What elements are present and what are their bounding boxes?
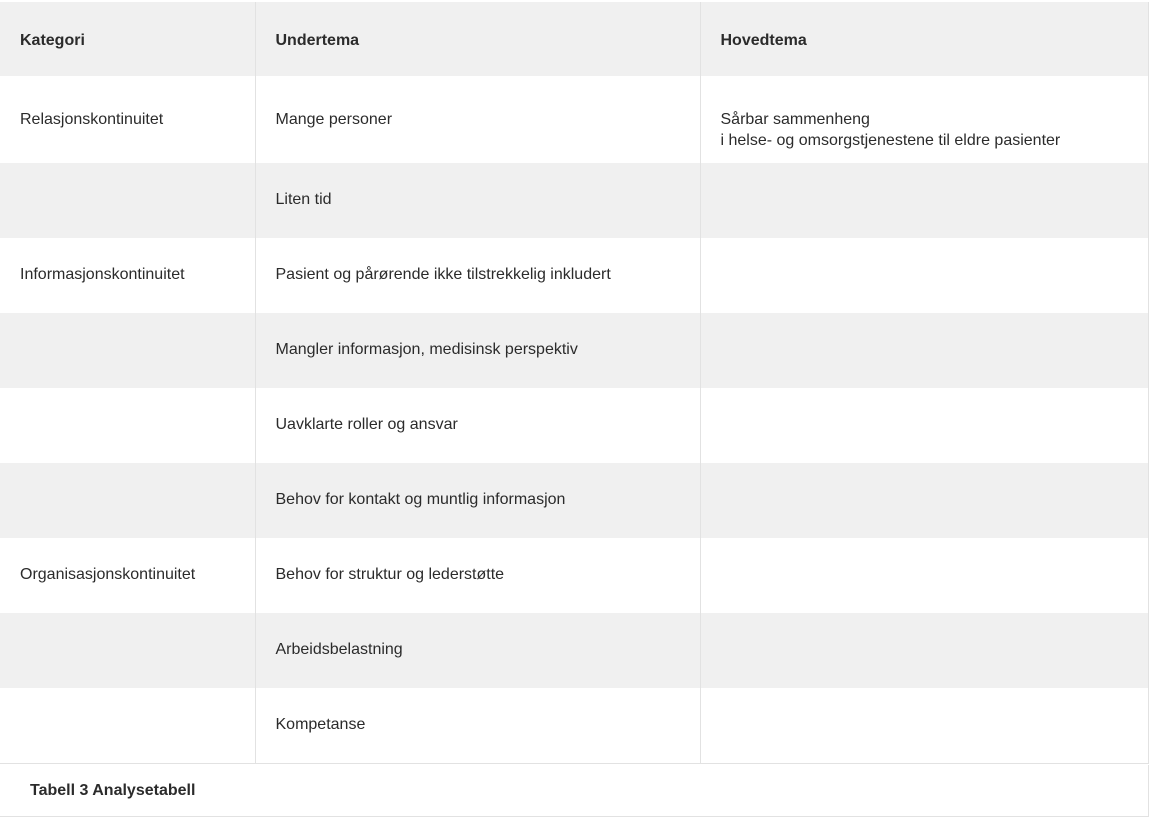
cell-hovedtema bbox=[700, 163, 1148, 238]
table-row bbox=[0, 313, 1148, 388]
table-row bbox=[0, 463, 1148, 538]
cell-kategori bbox=[0, 463, 255, 538]
table-row bbox=[0, 76, 1148, 163]
cell-undertema: Pasient og pårørende ikke tilstrekkelig inkludert bbox=[255, 238, 700, 313]
cell-hovedtema bbox=[700, 76, 1148, 163]
cell-undertema: Mange personer bbox=[255, 76, 700, 163]
cell-kategori bbox=[0, 313, 255, 388]
analysis-table bbox=[0, 2, 1148, 763]
cell-undertema: Arbeidsbelastning bbox=[255, 613, 700, 688]
cell-kategori: Organisasjonskontinuitet bbox=[0, 538, 255, 613]
cell-hovedtema bbox=[700, 388, 1148, 463]
cell-hovedtema bbox=[700, 313, 1148, 388]
table-row bbox=[0, 388, 1148, 463]
table-row bbox=[0, 688, 1148, 763]
cell-hovedtema bbox=[700, 688, 1148, 763]
cell-kategori bbox=[0, 688, 255, 763]
header-undertema: Undertema bbox=[255, 2, 700, 76]
table-row bbox=[0, 238, 1148, 313]
hovedtema-line-2: i helse- og omsorgstjenestene til eldre pasienter bbox=[720, 132, 1061, 149]
cell-undertema: Mangler informasjon, medisinsk perspektiv bbox=[255, 313, 700, 388]
cell-undertema: Behov for struktur og lederstøtte bbox=[255, 538, 700, 613]
table-header-row bbox=[0, 2, 1148, 76]
table-row bbox=[0, 163, 1148, 238]
table-row bbox=[0, 538, 1148, 613]
cell-kategori bbox=[0, 163, 255, 238]
cell-hovedtema bbox=[700, 463, 1148, 538]
table-caption: Tabell 3 Analysetabell bbox=[0, 765, 1149, 817]
cell-hovedtema bbox=[700, 538, 1148, 613]
cell-hovedtema bbox=[700, 238, 1148, 313]
cell-kategori: Relasjonskontinuitet bbox=[0, 76, 255, 163]
cell-hovedtema bbox=[700, 613, 1148, 688]
analysis-table-container bbox=[0, 2, 1149, 764]
cell-kategori bbox=[0, 613, 255, 688]
header-hovedtema: Hovedtema bbox=[700, 2, 1148, 76]
cell-kategori: Informasjonskontinuitet bbox=[0, 238, 255, 313]
table-row bbox=[0, 613, 1148, 688]
cell-undertema: Liten tid bbox=[255, 163, 700, 238]
header-kategori: Kategori bbox=[0, 2, 255, 76]
hovedtema-line-1: Sårbar sammenheng bbox=[720, 111, 870, 128]
cell-kategori bbox=[0, 388, 255, 463]
cell-undertema: Kompetanse bbox=[255, 688, 700, 763]
cell-undertema: Behov for kontakt og muntlig informasjon bbox=[255, 463, 700, 538]
cell-undertema: Uavklarte roller og ansvar bbox=[255, 388, 700, 463]
